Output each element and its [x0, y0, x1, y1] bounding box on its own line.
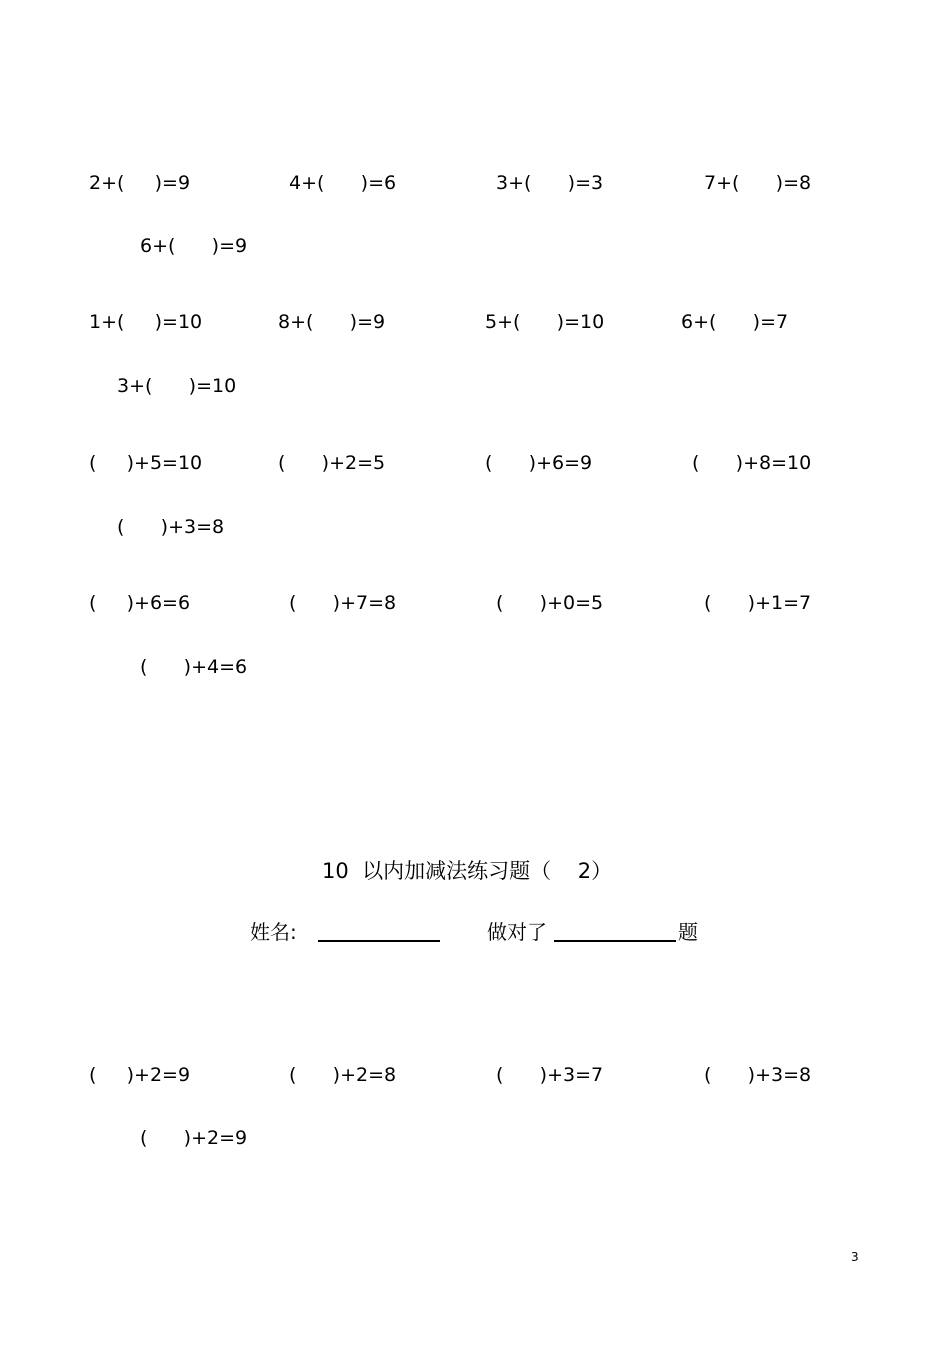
problem-21: ( )+2=9 — [89, 1064, 191, 1086]
problem-24: ( )+3=8 — [704, 1064, 812, 1086]
problem-6: 1+( )=10 — [89, 311, 203, 333]
problem-11: ( )+5=10 — [89, 452, 203, 474]
problem-10: 3+( )=10 — [117, 375, 237, 397]
problem-22: ( )+2=8 — [289, 1064, 397, 1086]
problem-20: ( )+4=6 — [140, 656, 248, 678]
problem-15: ( )+3=8 — [117, 516, 225, 538]
problem-12: ( )+2=5 — [278, 452, 386, 474]
problem-2: 4+( )=6 — [289, 172, 397, 194]
problem-14: ( )+8=10 — [692, 452, 812, 474]
name-label: 姓名: — [250, 920, 297, 944]
page-number: 3 — [851, 1250, 859, 1264]
problem-9: 6+( )=7 — [681, 311, 789, 333]
problem-18: ( )+0=5 — [496, 592, 604, 614]
problem-3: 3+( )=3 — [496, 172, 604, 194]
problem-1: 2+( )=9 — [89, 172, 191, 194]
problem-5: 6+( )=9 — [140, 235, 248, 257]
problem-4: 7+( )=8 — [704, 172, 812, 194]
problem-13: ( )+6=9 — [485, 452, 593, 474]
problem-23: ( )+3=7 — [496, 1064, 604, 1086]
problem-25: ( )+2=9 — [140, 1127, 248, 1149]
correct-count-label: 做对了 — [487, 920, 547, 944]
problem-7: 8+( )=9 — [278, 311, 386, 333]
correct-count-blank-line[interactable] — [554, 940, 676, 942]
problem-8: 5+( )=10 — [485, 311, 605, 333]
problem-16: ( )+6=6 — [89, 592, 191, 614]
problem-19: ( )+1=7 — [704, 592, 812, 614]
question-suffix-label: 题 — [678, 920, 698, 944]
name-blank-line[interactable] — [318, 940, 440, 942]
worksheet-title: 10 以内加减法练习题（ 2） — [322, 859, 613, 883]
problem-17: ( )+7=8 — [289, 592, 397, 614]
